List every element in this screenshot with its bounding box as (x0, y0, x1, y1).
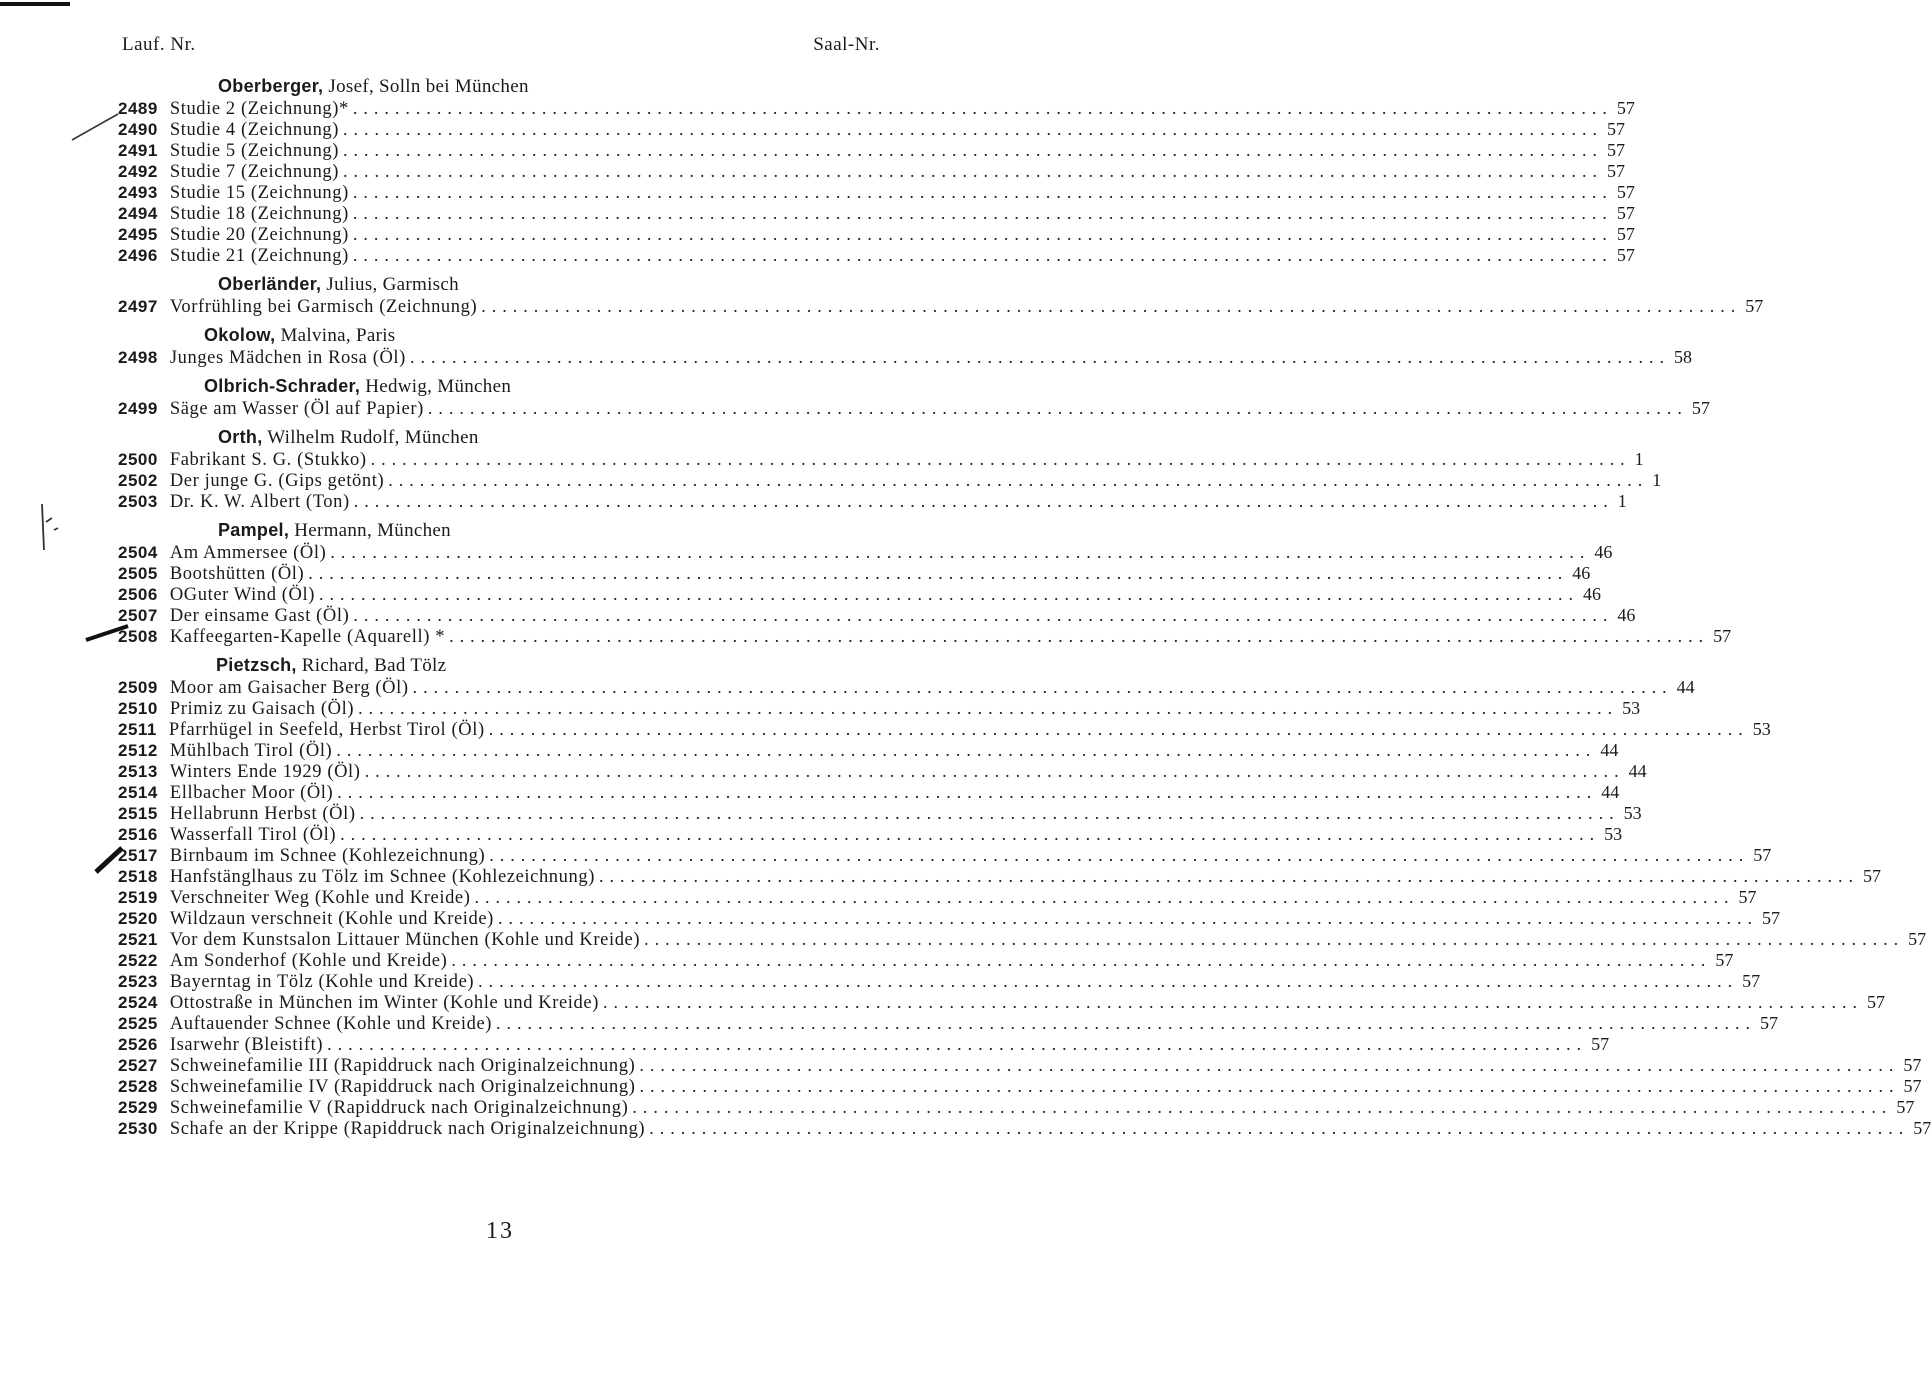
entry-title: Studie 21 (Zeichnung) (169, 246, 349, 266)
dot-leader: ........................................................................................................................ (352, 203, 1613, 223)
entry-number: 2522 (118, 951, 158, 970)
entry-number: 2503 (118, 492, 158, 511)
dot-leader: ........................................................................................................................ (352, 98, 1613, 118)
entry-title: Bootshütten (Öl) (169, 564, 305, 584)
catalog-entry (0, 542, 1613, 563)
hall-number-header: Saal-Nr. (813, 34, 880, 55)
entry-number: 2526 (118, 1035, 158, 1054)
entry-number: 2504 (118, 543, 158, 562)
hall-number: 57 (1616, 203, 1635, 223)
catalog-entry (0, 119, 1626, 140)
catalog-entry (0, 1118, 1931, 1139)
catalog-entry (0, 563, 1591, 584)
artist-heading (0, 272, 1000, 296)
entry-number: 2517 (118, 846, 158, 865)
dot-leader: ........................................................................................................................ (327, 1034, 1588, 1054)
entry-title: OGuter Wind (Öl) (169, 585, 316, 605)
entry-number: 2491 (118, 141, 158, 160)
hall-number: 57 (1616, 224, 1635, 244)
catalog-entry (0, 1076, 1922, 1097)
entry-title: Bayerntag in Tölz (Kohle und Kreide) (169, 972, 475, 992)
hall-number: 57 (1745, 296, 1764, 316)
entry-title: Vorfrühling bei Garmisch (Zeichnung) (169, 297, 478, 317)
artist-name: Oberberger, (218, 76, 324, 96)
catalog-entry (0, 950, 1734, 971)
dot-leader: ........................................................................................................................ (489, 845, 1750, 865)
entry-number: 2518 (118, 867, 158, 886)
entry-number: 2509 (118, 678, 158, 697)
catalog-entry (0, 908, 1780, 929)
entry-title: Hellabrunn Herbst (Öl) (169, 804, 356, 824)
artist-block (0, 74, 1635, 266)
catalog-entry (0, 992, 1885, 1013)
entry-title: Studie 2 (Zeichnung)* (169, 99, 349, 119)
entry-title: Primiz zu Gaisach (Öl) (169, 699, 355, 719)
dot-leader: ........................................................................................................................ (639, 1076, 1900, 1096)
hall-number: 57 (1753, 845, 1772, 865)
hall-number: 1 (1617, 491, 1627, 511)
entry-number: 2490 (118, 120, 158, 139)
dot-leader: ........................................................................................................................ (358, 698, 1619, 718)
catalog-entry (0, 203, 1635, 224)
artist-details: Hedwig, München (360, 376, 512, 397)
hall-number: 57 (1607, 119, 1626, 139)
dot-leader: ........................................................................................................................ (639, 1055, 1900, 1075)
dot-leader: ........................................................................................................................ (352, 182, 1613, 202)
dot-leader: ........................................................................................................................ (478, 971, 1739, 991)
entry-number: 2525 (118, 1014, 158, 1033)
entry-title: Studie 20 (Zeichnung) (169, 225, 349, 245)
entry-number: 2498 (118, 348, 158, 367)
artist-heading (0, 323, 1000, 347)
dot-leader: ........................................................................................................................ (308, 563, 1569, 583)
catalog-entry (0, 470, 1662, 491)
catalog-entry (0, 740, 1619, 761)
entry-title: Am Ammersee (Öl) (169, 543, 327, 563)
entry-number: 2527 (118, 1056, 158, 1075)
entry-number: 2521 (118, 930, 158, 949)
dot-leader: ........................................................................................................................ (602, 992, 1863, 1012)
entry-number: 2492 (118, 162, 158, 181)
entry-title: Studie 18 (Zeichnung) (169, 204, 349, 224)
dot-leader: ........................................................................................................................ (343, 140, 1604, 160)
entry-number: 2502 (118, 471, 158, 490)
catalog-entry (0, 719, 1771, 740)
artist-block (0, 518, 1732, 647)
page-number: 13 (486, 1218, 514, 1244)
entry-title: Schweinefamilie V (Rapiddruck nach Originalzeichnung) (169, 1098, 629, 1118)
hall-number: 57 (1903, 1076, 1922, 1096)
catalog-entry (0, 182, 1635, 203)
entry-title: Studie 5 (Zeichnung) (169, 141, 340, 161)
catalog-entry (0, 1055, 1922, 1076)
dot-leader: ........................................................................................................................ (496, 1013, 1757, 1033)
entry-title: Wasserfall Tirol (Öl) (169, 825, 337, 845)
hall-number: 57 (1866, 992, 1885, 1012)
catalog-entry (0, 626, 1732, 647)
hall-number: 57 (1591, 1034, 1610, 1054)
entry-title: Der einsame Gast (Öl) (169, 606, 350, 626)
artist-details: Wilhelm Rudolf, München (262, 427, 479, 448)
hall-number: 57 (1908, 929, 1927, 949)
catalog-entry (0, 245, 1635, 266)
entry-title: Pfarrhügel in Seefeld, Herbst Tirol (Öl) (168, 720, 485, 740)
entry-number: 2493 (118, 183, 158, 202)
catalog-entry (0, 161, 1626, 182)
dot-leader: ........................................................................................................................ (336, 740, 1597, 760)
artist-block (0, 653, 1931, 1139)
artist-block (0, 272, 1764, 317)
hall-number: 46 (1617, 605, 1636, 625)
entry-number: 2489 (118, 99, 158, 118)
entry-title: Vor dem Kunstsalon Littauer München (Kohle und Kreide) (169, 930, 641, 950)
artist-details: Malvina, Paris (275, 325, 396, 346)
artist-block (0, 323, 1692, 368)
artist-details: Josef, Solln bei München (323, 76, 529, 97)
catalog-entry (0, 296, 1764, 317)
dot-leader: ........................................................................................................................ (488, 719, 1749, 739)
hall-number: 58 (1673, 347, 1692, 367)
catalog-entry (0, 929, 1927, 950)
entry-title: Am Sonderhof (Kohle und Kreide) (169, 951, 448, 971)
dot-leader: ........................................................................................................................ (598, 866, 1859, 886)
hall-number: 53 (1623, 803, 1642, 823)
artist-details: Hermann, München (289, 520, 451, 541)
hall-number: 57 (1903, 1055, 1922, 1075)
dot-leader: ........................................................................................................................ (409, 347, 1670, 367)
artist-block (0, 374, 1710, 419)
entry-number: 2528 (118, 1077, 158, 1096)
entry-number: 2495 (118, 225, 158, 244)
catalog-entry (0, 98, 1635, 119)
artist-details: Julius, Garmisch (321, 274, 459, 295)
hall-number: 46 (1572, 563, 1591, 583)
hall-number: 57 (1616, 245, 1635, 265)
catalog-entry (0, 140, 1626, 161)
entry-number: 2499 (118, 399, 158, 418)
hall-number: 44 (1628, 761, 1647, 781)
dot-leader: ........................................................................................................................ (451, 950, 1712, 970)
artist-heading (0, 374, 1000, 398)
dot-leader: ........................................................................................................................ (319, 584, 1580, 604)
entry-title: Winters Ende 1929 (Öl) (169, 762, 361, 782)
hall-number: 57 (1715, 950, 1734, 970)
hall-number: 53 (1604, 824, 1623, 844)
entry-title: Dr. K. W. Albert (Ton) (169, 492, 350, 512)
catalog-list (0, 74, 1931, 1145)
dot-leader: ........................................................................................................................ (388, 470, 1649, 490)
entry-title: Verschneiter Weg (Kohle und Kreide) (169, 888, 471, 908)
catalog-entry (0, 866, 1881, 887)
dot-leader: ........................................................................................................................ (330, 542, 1591, 562)
dot-leader: ........................................................................................................................ (632, 1097, 1893, 1117)
running-number-header: Lauf. Nr. (122, 34, 196, 55)
entry-title: Schweinefamilie III (Rapiddruck nach Originalzeichnung) (169, 1056, 636, 1076)
hall-number: 57 (1616, 182, 1635, 202)
scan-edge-mark (0, 2, 70, 6)
entry-number: 2514 (118, 783, 158, 802)
hall-number: 44 (1676, 677, 1695, 697)
artist-name: Pampel, (218, 520, 290, 540)
catalog-entry (0, 782, 1620, 803)
catalog-entry (0, 971, 1761, 992)
entry-title: Auftauender Schnee (Kohle und Kreide) (169, 1014, 493, 1034)
dot-leader: ........................................................................................................................ (449, 626, 1710, 646)
catalog-entry (0, 1034, 1610, 1055)
entry-title: Ottostraße in München im Winter (Kohle und Kreide) (169, 993, 599, 1013)
entry-title: Schafe an der Krippe (Rapiddruck nach Originalzeichnung) (169, 1119, 646, 1139)
catalog-entry (0, 824, 1623, 845)
entry-number: 2506 (118, 585, 158, 604)
entry-number: 2523 (118, 972, 158, 991)
dot-leader: ........................................................................................................................ (337, 782, 1598, 802)
catalog-entry (0, 761, 1647, 782)
hall-number: 53 (1752, 719, 1771, 739)
dot-leader: ........................................................................................................................ (353, 605, 1614, 625)
catalog-entry (0, 887, 1757, 908)
catalog-entry (0, 347, 1692, 368)
dot-leader: ........................................................................................................................ (427, 398, 1688, 418)
hall-number: 46 (1594, 542, 1613, 562)
artist-heading (0, 653, 1000, 677)
artist-name: Pietzsch, (216, 655, 297, 675)
entry-number: 2529 (118, 1098, 158, 1117)
entry-title: Mühlbach Tirol (Öl) (169, 741, 333, 761)
dot-leader: ........................................................................................................................ (644, 929, 1905, 949)
hall-number: 44 (1600, 740, 1619, 760)
dot-leader: ........................................................................................................................ (481, 296, 1742, 316)
catalog-entry (0, 224, 1635, 245)
artist-block (0, 425, 1662, 512)
artist-name: Olbrich-Schrader, (204, 376, 361, 396)
hall-number: 57 (1862, 866, 1881, 886)
entry-number: 2511 (118, 720, 157, 739)
catalog-entry (0, 1097, 1915, 1118)
entry-number: 2507 (118, 606, 158, 625)
entry-number: 2497 (118, 297, 158, 316)
dot-leader: ........................................................................................................................ (497, 908, 1758, 928)
dot-leader: ........................................................................................................................ (343, 119, 1604, 139)
hall-number: 53 (1622, 698, 1641, 718)
dot-leader: ........................................................................................................................ (370, 449, 1631, 469)
entry-title: Hanfstänglhaus zu Tölz im Schnee (Kohlezeichnung) (169, 867, 595, 887)
entry-title: Wildzaun verschneit (Kohle und Kreide) (169, 909, 494, 929)
catalog-entry (0, 449, 1644, 470)
entry-title: Schweinefamilie IV (Rapiddruck nach Originalzeichnung) (169, 1077, 636, 1097)
dot-leader: ........................................................................................................................ (340, 824, 1601, 844)
hall-number: 57 (1607, 140, 1626, 160)
entry-title: Fabrikant S. G. (Stukko) (169, 450, 367, 470)
hall-number: 1 (1652, 470, 1662, 490)
entry-number: 2519 (118, 888, 158, 907)
entry-title: Studie 15 (Zeichnung) (169, 183, 349, 203)
catalog-entry (0, 677, 1695, 698)
entry-title: Ellbacher Moor (Öl) (169, 783, 334, 803)
hall-number: 57 (1742, 971, 1761, 991)
artist-name: Orth, (218, 427, 263, 447)
hall-number: 57 (1761, 908, 1780, 928)
catalog-entry (0, 803, 1642, 824)
entry-number: 2500 (118, 450, 158, 469)
catalog-entry (0, 398, 1710, 419)
artist-heading (0, 74, 1000, 98)
entry-title: Studie 7 (Zeichnung) (169, 162, 340, 182)
hall-number: 1 (1634, 449, 1644, 469)
entry-title: Der junge G. (Gips getönt) (169, 471, 385, 491)
hall-number: 57 (1738, 887, 1757, 907)
entry-number: 2513 (118, 762, 158, 781)
entry-title: Säge am Wasser (Öl auf Papier) (169, 399, 424, 419)
dot-leader: ........................................................................................................................ (474, 887, 1735, 907)
entry-title: Studie 4 (Zeichnung) (169, 120, 340, 140)
hall-number: 44 (1601, 782, 1620, 802)
entry-number: 2496 (118, 246, 158, 265)
entry-number: 2530 (118, 1119, 158, 1138)
hall-number: 57 (1913, 1118, 1931, 1138)
dot-leader: ........................................................................................................................ (649, 1118, 1910, 1138)
dot-leader: ........................................................................................................................ (359, 803, 1620, 823)
artist-heading (0, 518, 1000, 542)
entry-title: Kaffeegarten-Kapelle (Aquarell) * (169, 627, 446, 647)
column-header (122, 34, 880, 58)
artist-name: Oberländer, (218, 274, 322, 294)
hall-number: 57 (1713, 626, 1732, 646)
catalog-entry (0, 605, 1636, 626)
dot-leader: ........................................................................................................................ (412, 677, 1673, 697)
hall-number: 57 (1607, 161, 1626, 181)
entry-number: 2520 (118, 909, 158, 928)
entry-title: Junges Mädchen in Rosa (Öl) (169, 348, 406, 368)
hall-number: 57 (1691, 398, 1710, 418)
entry-title: Birnbaum im Schnee (Kohlezeichnung) (169, 846, 486, 866)
entry-number: 2515 (118, 804, 158, 823)
artist-name: Okolow, (204, 325, 276, 345)
entry-number: 2508 (118, 627, 158, 646)
entry-number: 2524 (118, 993, 158, 1012)
catalog-entry (0, 698, 1641, 719)
catalog-entry (0, 491, 1627, 512)
entry-title: Moor am Gaisacher Berg (Öl) (169, 678, 409, 698)
dot-leader: ........................................................................................................................ (364, 761, 1625, 781)
entry-number: 2512 (118, 741, 158, 760)
entry-number: 2494 (118, 204, 158, 223)
catalog-entry (0, 845, 1772, 866)
artist-heading (0, 425, 1000, 449)
dot-leader: ........................................................................................................................ (352, 245, 1613, 265)
dot-leader: ........................................................................................................................ (343, 161, 1604, 181)
hall-number: 57 (1616, 98, 1635, 118)
artist-details: Richard, Bad Tölz (296, 655, 447, 676)
hall-number: 57 (1896, 1097, 1915, 1117)
entry-number: 2505 (118, 564, 158, 583)
entry-number: 2510 (118, 699, 158, 718)
dot-leader: ........................................................................................................................ (353, 491, 1614, 511)
hall-number: 57 (1760, 1013, 1779, 1033)
hall-number: 46 (1583, 584, 1602, 604)
catalog-entry (0, 1013, 1779, 1034)
entry-number: 2516 (118, 825, 158, 844)
dot-leader: ........................................................................................................................ (352, 224, 1613, 244)
catalog-entry (0, 584, 1602, 605)
entry-title: Isarwehr (Bleistift) (169, 1035, 324, 1055)
